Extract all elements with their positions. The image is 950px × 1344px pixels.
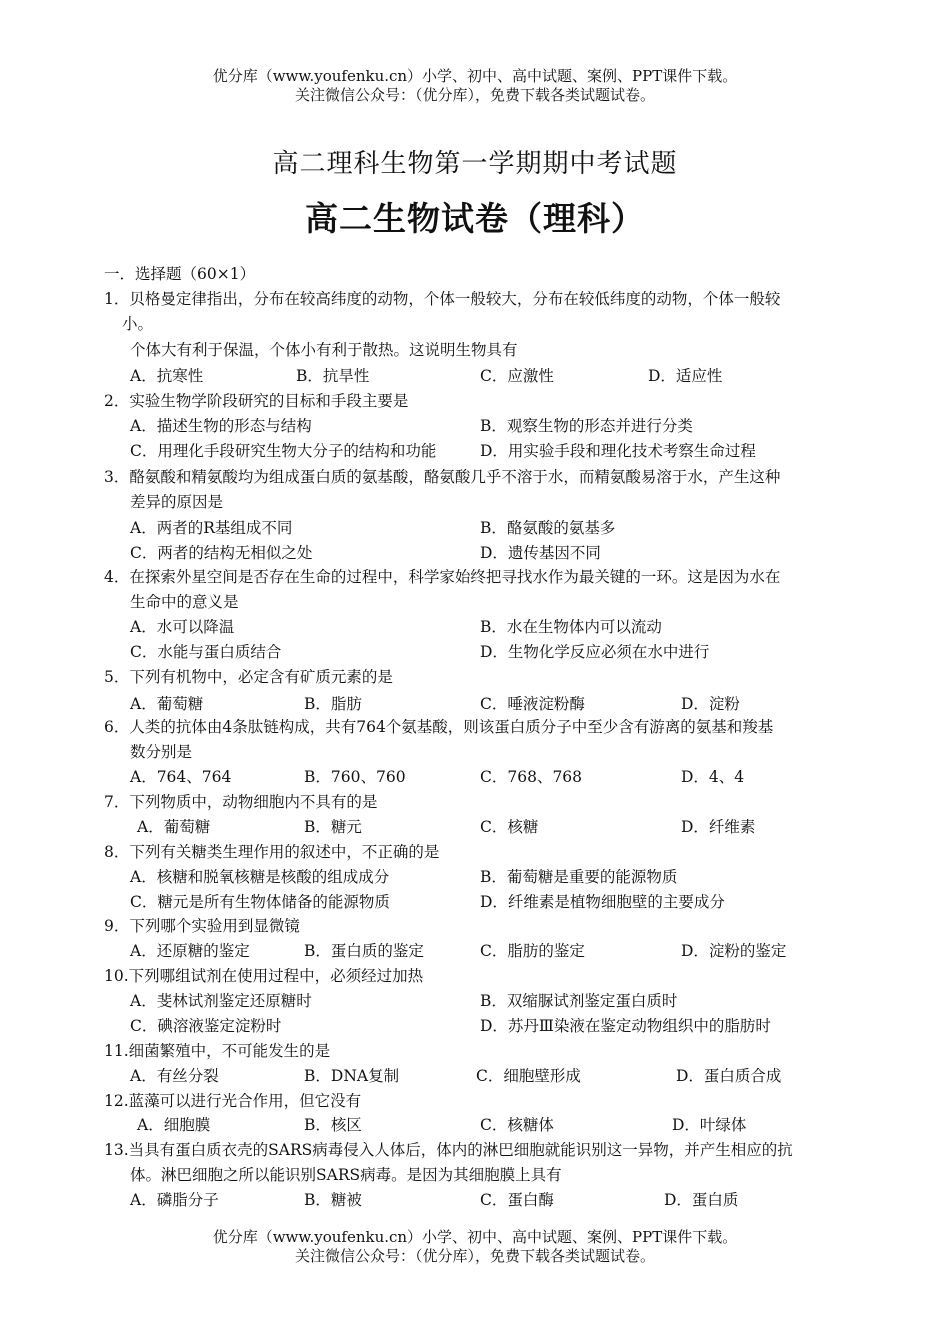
question-4: 4．在探索外星空间是否存在生命的过程中，科学家始终把寻找水作为最关键的一环。这是因为水在 [104,568,781,586]
option-b: B．葡萄糖是重要的能源物质 [480,868,678,886]
option-c: C．糖元是所有生物体储备的能源物质 [130,893,390,911]
option-b: B．DNA复制 [304,1067,400,1085]
option-c: C．核糖 [480,818,539,836]
option-d: D．淀粉 [681,695,740,713]
exam-title: 高二理科生物第一学期期中考试题 [272,149,678,179]
question-1: 1．贝格曼定律指出，分布在较高纬度的动物，个体一般较大，分布在较低纬度的动物，个体一般较 [104,290,781,308]
option-b: B．双缩脲试剂鉴定蛋白质时 [480,992,678,1010]
option-a: A．斐林试剂鉴定还原糖时 [130,992,312,1010]
option-b: B．脂肪 [304,695,362,713]
option-d: D．淀粉的鉴定 [681,942,787,960]
footer-line-2: 关注微信公众号：（优分库），免费下载各类试题试卷。 [294,1247,655,1265]
question-10: 10.下列哪组试剂在使用过程中，必须经过加热 [104,967,424,985]
option-d: D．蛋白质合成 [676,1067,782,1085]
option-a: A．两者的R基组成不同 [130,519,293,537]
option-d: D．蛋白质 [664,1191,739,1209]
option-c: C．脂肪的鉴定 [480,942,585,960]
option-a: A．还原糖的鉴定 [130,942,250,960]
option-c: C．应激性 [480,367,554,385]
question-9: 9．下列哪个实验用到显微镜 [104,917,300,935]
question-11: 11.细菌繁殖中，不可能发生的是 [104,1042,331,1060]
option-d: D．生物化学反应必须在水中进行 [480,643,710,661]
header-line-1: 优分库（www.youfenku.cn）小学、初中、高中试题、案例、PPT课件下载。 [212,67,738,85]
question-7: 7．下列物质中，动物细胞内不具有的是 [104,793,378,811]
option-d: D．苏丹Ⅲ染液在鉴定动物组织中的脂肪时 [480,1017,771,1035]
option-b: B．糖被 [304,1191,362,1209]
option-c: C．水能与蛋白质结合 [130,643,282,661]
question-13: 13.当具有蛋白质衣壳的SARS病毒侵入人体后，体内的淋巴细胞就能识别这一异物，并产生相应的抗 [104,1141,793,1159]
option-c: C．用理化手段研究生物大分子的结构和功能 [130,442,437,460]
option-c: C．蛋白酶 [480,1191,554,1209]
option-b: B．核区 [304,1116,362,1134]
footer-line-1: 优分库（www.youfenku.cn）小学、初中、高中试题、案例、PPT课件下载。 [212,1228,738,1246]
option-b: B．760、760 [304,768,406,786]
question-3-cont: 差异的原因是 [130,493,224,511]
question-8: 8．下列有关糖类生理作用的叙述中，不正确的是 [104,843,440,861]
option-a: A．抗寒性 [130,367,204,385]
option-a: A．葡萄糖 [137,818,211,836]
option-d: D．纤维素 [681,818,756,836]
question-6: 6．人类的抗体由4条肽链构成，共有764个氨基酸，则该蛋白质分子中至少含有游离的氨基和羧基 [104,718,774,736]
option-a: A．水可以降温 [130,618,235,636]
option-d: D．4、4 [681,768,745,786]
option-c: C．核糖体 [480,1116,554,1134]
option-b: B．蛋白质的鉴定 [304,942,424,960]
option-c: C．唾液淀粉酶 [480,695,585,713]
option-c: C．碘溶液鉴定淀粉时 [130,1017,282,1035]
option-a: A．描述生物的形态与结构 [130,417,312,435]
question-12: 12.蓝藻可以进行光合作用，但它没有 [104,1092,362,1110]
option-c: C．两者的结构无相似之处 [130,544,313,562]
question-1-cont: 个体大有利于保温，个体小有利于散热。这说明生物具有 [130,341,518,359]
option-b: B．观察生物的形态并进行分类 [480,417,693,435]
question-4-cont: 生命中的意义是 [130,593,239,611]
header-line-2: 关注微信公众号：（优分库），免费下载各类试题试卷。 [294,86,655,104]
question-13-cont: 体。淋巴细胞之所以能识别SARS病毒。是因为其细胞膜上具有 [130,1166,562,1184]
question-6-cont: 数分别是 [130,743,193,761]
option-d: D．用实验手段和理化技术考察生命过程 [480,442,756,460]
option-b: B．水在生物体内可以流动 [480,618,662,636]
option-c: C．细胞壁形成 [476,1067,581,1085]
option-a: A．有丝分裂 [130,1067,219,1085]
option-d: D．适应性 [648,367,723,385]
question-2: 2．实验生物学阶段研究的目标和手段主要是 [104,392,409,410]
question-5: 5．下列有机物中，必定含有矿质元素的是 [104,668,393,686]
option-b: B．糖元 [304,818,362,836]
option-a: A．764、764 [130,768,232,786]
option-a: A．葡萄糖 [130,695,204,713]
question-1-cont: 小。 [122,315,154,333]
option-d: D．叶绿体 [672,1116,747,1134]
option-c: C．768、768 [480,768,583,786]
option-b: B．酪氨酸的氨基多 [480,519,616,537]
option-d: D．遗传基因不同 [480,544,601,562]
option-a: A．磷脂分子 [130,1191,219,1209]
option-a: A．细胞膜 [137,1116,211,1134]
section-heading: 一．选择题（60×1） [104,265,256,283]
option-a: A．核糖和脱氧核糖是核酸的组成成分 [130,868,390,886]
option-d: D．纤维素是植物细胞壁的主要成分 [480,893,725,911]
option-b: B．抗旱性 [296,367,370,385]
exam-subtitle: 高二生物试卷（理科） [305,199,645,238]
question-3: 3．酪氨酸和精氨酸均为组成蛋白质的氨基酸，酪氨酸几乎不溶于水，而精氨酸易溶于水，产生这种 [104,468,781,486]
